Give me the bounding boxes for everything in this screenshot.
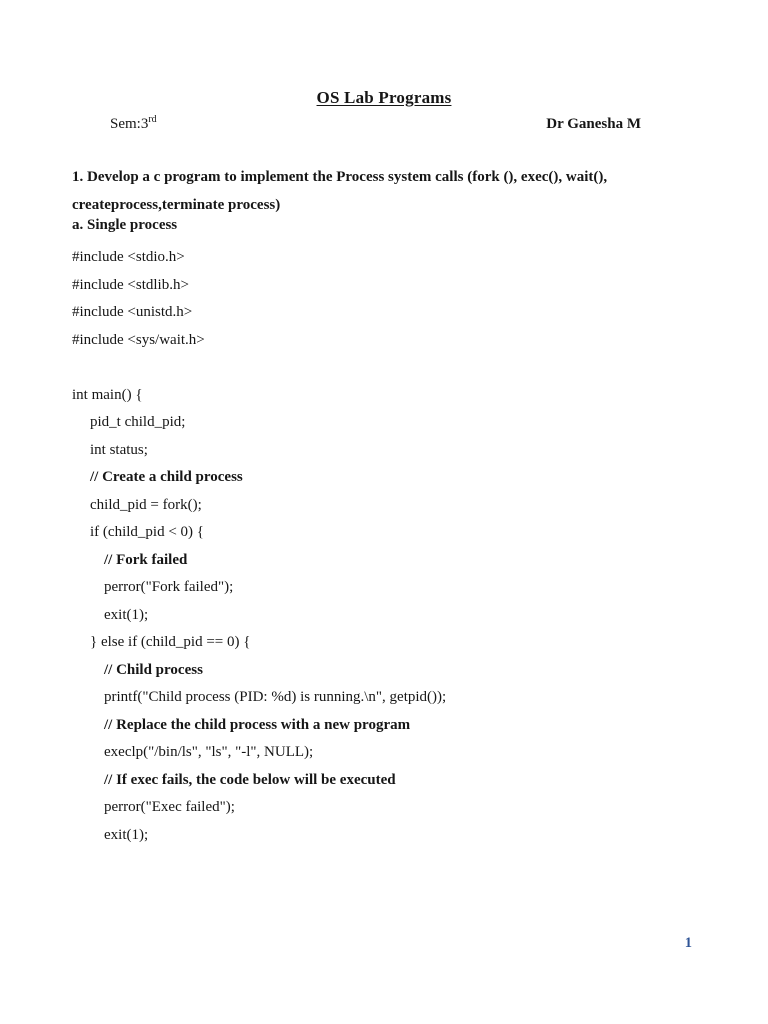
code-line: pid_t child_pid; [90, 414, 186, 430]
code-line: // Replace the child process with a new program [104, 716, 411, 733]
code-line: perror("Exec failed"); [104, 799, 235, 815]
code-line: exit(1); [104, 826, 149, 843]
code-block [0, 244, 768, 849]
code-line: // Child process [104, 661, 203, 678]
code-line: printf("Child process (PID: %d) is running.\n", getpid()); [104, 689, 447, 705]
semester-ordinal-suffix: rd [148, 114, 157, 125]
code-line: // Fork failed [104, 551, 188, 568]
section-subheading: a. Single process [72, 217, 178, 233]
code-line: #include <stdlib.h> [72, 276, 189, 293]
code-line [0, 354, 768, 382]
code-line: perror("Fork failed"); [104, 579, 234, 595]
code-line: // If exec fails, the code below will be executed [104, 771, 396, 788]
code-line: #include <stdio.h> [72, 249, 185, 265]
section-heading [72, 164, 698, 219]
code-line: #include <unistd.h> [72, 304, 193, 320]
document-title: OS Lab Programs [316, 88, 452, 107]
code-line: } else if (child_pid == 0) { [90, 634, 251, 650]
page-number: 1 [684, 935, 692, 951]
semester-text: Sem:3 [110, 116, 149, 132]
code-line: int main() { [72, 386, 143, 403]
byline-row [72, 116, 696, 133]
code-line: if (child_pid < 0) { [90, 524, 204, 540]
code-line: // Create a child process [90, 469, 243, 485]
author-name: Dr Ganesha M [546, 116, 641, 132]
section-heading-line-2: createprocess,terminate process) [72, 196, 281, 213]
code-line: execlp("/bin/ls", "ls", "-l", NULL); [104, 744, 314, 760]
semester-label [110, 116, 157, 133]
code-line: child_pid = fork(); [90, 496, 202, 513]
code-line: int status; [90, 441, 148, 458]
code-line: exit(1); [104, 606, 149, 623]
section-heading-line-1: 1. Develop a c program to implement the Process system calls (fork (), exec(), wait(), [72, 169, 608, 185]
code-line: #include <sys/wait.h> [72, 331, 205, 348]
